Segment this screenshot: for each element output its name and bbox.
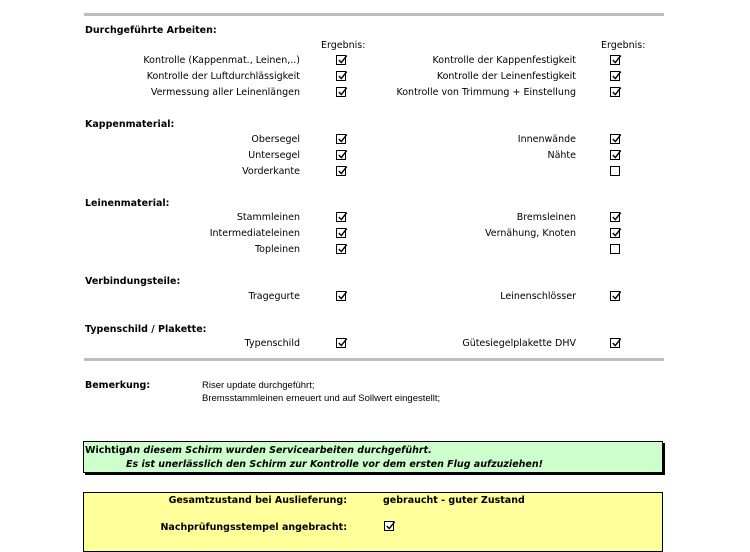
section-title-verbindung: Verbindungsteile: [85, 276, 181, 287]
checkbox-left[interactable] [336, 228, 346, 238]
checkbox-left[interactable] [336, 338, 346, 348]
section-title-arbeiten: Durchgeführte Arbeiten: [85, 25, 217, 36]
checkbox-right[interactable] [610, 134, 620, 144]
row-label-right: Kontrolle von Trimmung + Einstellung [396, 87, 576, 98]
gesamtzustand-value: gebraucht - guter Zustand [383, 495, 525, 506]
row-label-left: Stammleinen [236, 212, 300, 223]
checkbox-right[interactable] [610, 212, 620, 222]
row-label-left: Vermessung aller Leinenlängen [150, 87, 300, 98]
row-label-left: Typenschild [244, 338, 300, 349]
row-label-right: Leinenschlösser [500, 291, 576, 302]
row-label-right: Kontrolle der Kappenfestigkeit [432, 55, 576, 66]
bemerkung-label: Bemerkung: [85, 380, 151, 391]
checkbox-right[interactable] [610, 166, 620, 176]
checkbox-left[interactable] [336, 166, 346, 176]
ergebnis-header-right: Ergebnis: [601, 40, 646, 51]
checkbox-right[interactable] [610, 71, 620, 81]
row-label-right: Vernähung, Knoten [485, 228, 576, 239]
row-label-left: Intermediateleinen [209, 228, 300, 239]
checkbox-left[interactable] [336, 212, 346, 222]
summary-box [83, 492, 663, 552]
checkbox-right[interactable] [610, 87, 620, 97]
checkbox-right[interactable] [610, 244, 620, 254]
stempel-label: Nachprüfungsstempel angebracht: [160, 522, 347, 533]
gesamtzustand-label: Gesamtzustand bei Auslieferung: [168, 495, 347, 506]
row-label-right: Gütesiegelplakette DHV [462, 338, 576, 349]
warning-line-1: An diesem Schirm wurden Servicearbeiten durchgeführt. [126, 445, 432, 456]
row-label-right: Innenwände [517, 134, 576, 145]
row-label-left: Tragegurte [248, 291, 300, 302]
row-label-left: Untersegel [248, 150, 300, 161]
row-label-left: Vorderkante [242, 166, 300, 177]
row-label-left: Topleinen [254, 244, 300, 255]
row-label-right: Nähte [547, 150, 576, 161]
top-divider [84, 13, 664, 16]
row-label-left: Kontrolle (Kappenmat., Leinen,..) [143, 55, 300, 66]
checkbox-left[interactable] [336, 291, 346, 301]
mid-divider [84, 358, 664, 361]
checkbox-left[interactable] [336, 244, 346, 254]
checkbox-right[interactable] [610, 55, 620, 65]
checkbox-left[interactable] [336, 71, 346, 81]
ergebnis-header-left: Ergebnis: [321, 40, 366, 51]
bemerkung-line-2: Bremsstammleinen erneuert und auf Sollwert eingestellt; [202, 393, 441, 404]
section-title-leinen: Leinenmaterial: [85, 198, 170, 209]
row-label-left: Obersegel [251, 134, 300, 145]
checkbox-left[interactable] [336, 55, 346, 65]
section-title-kappe: Kappenmaterial: [85, 119, 175, 130]
warning-prefix: Wichtig: [85, 445, 130, 456]
checkbox-right[interactable] [610, 338, 620, 348]
row-label-right: Bremsleinen [516, 212, 576, 223]
checkbox-left[interactable] [336, 150, 346, 160]
bemerkung-line-1: Riser update durchgeführt; [202, 380, 315, 391]
checkbox-right[interactable] [610, 150, 620, 160]
section-title-typ: Typenschild / Plakette: [85, 324, 207, 335]
checkbox-left[interactable] [336, 87, 346, 97]
stempel-checkbox[interactable] [384, 521, 394, 531]
row-label-right: Kontrolle der Leinenfestigkeit [436, 71, 576, 82]
checkbox-right[interactable] [610, 228, 620, 238]
row-label-left: Kontrolle der Luftdurchlässigkeit [146, 71, 300, 82]
warning-line-2: Es ist unerlässlich den Schirm zur Kontrolle vor dem ersten Flug aufzuziehen! [126, 459, 543, 470]
checkbox-left[interactable] [336, 134, 346, 144]
warning-box [83, 441, 663, 473]
checkbox-right[interactable] [610, 291, 620, 301]
